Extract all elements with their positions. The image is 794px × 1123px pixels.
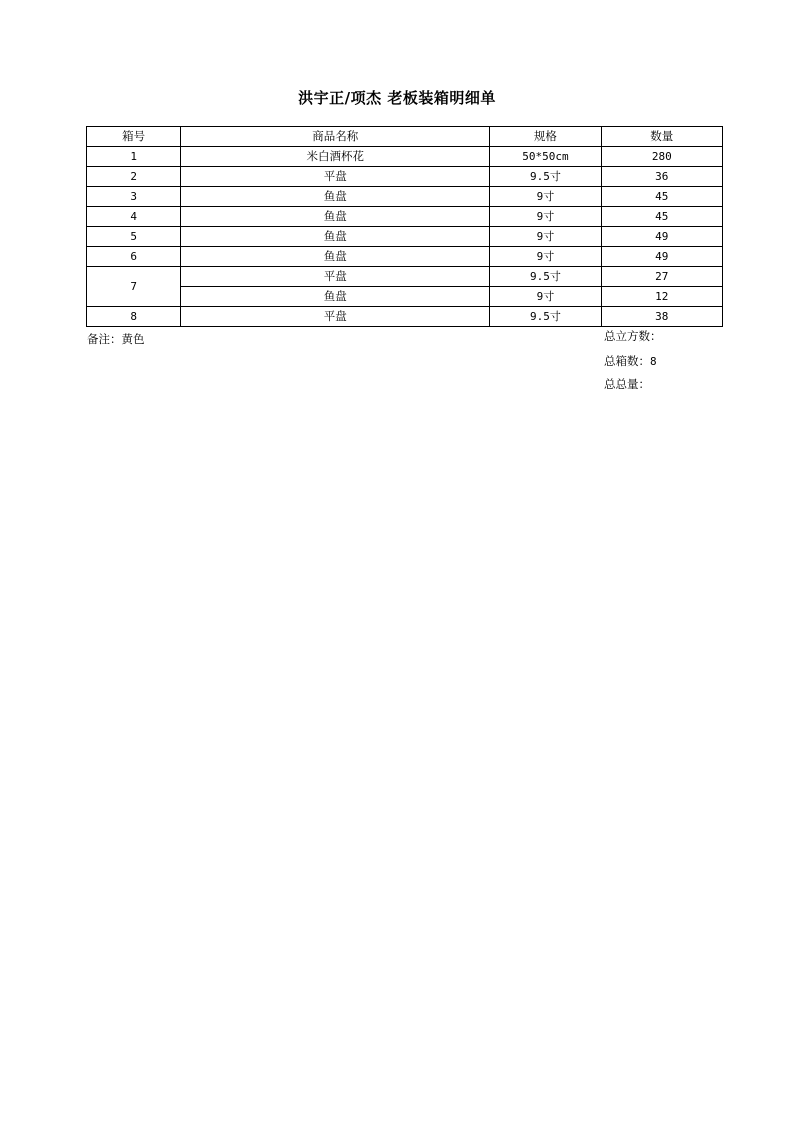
- cell-quantity: 45: [601, 187, 722, 207]
- cell-quantity: 36: [601, 167, 722, 187]
- cell-box-number: 2: [87, 167, 181, 187]
- document-title: 洪宇正/项杰 老板装箱明细单: [298, 89, 496, 107]
- cell-quantity: 280: [601, 147, 722, 167]
- total-volume: [604, 328, 662, 345]
- cell-quantity: 49: [601, 227, 722, 247]
- cell-quantity: 45: [601, 207, 722, 227]
- cell-specification: 9寸: [490, 247, 601, 267]
- cell-box-number: 8: [87, 307, 181, 327]
- total-volume-label: 总立方数：: [604, 329, 662, 343]
- cell-specification: 9寸: [490, 187, 601, 207]
- cell-box-number: 6: [87, 247, 181, 267]
- cell-specification: 9寸: [490, 207, 601, 227]
- packing-list-table: [86, 126, 723, 327]
- header-quantity: 数量: [601, 127, 722, 147]
- cell-box-number: 4: [87, 207, 181, 227]
- cell-specification: 9寸: [490, 227, 601, 247]
- cell-product-name: 平盘: [181, 307, 490, 327]
- cell-quantity: 38: [601, 307, 722, 327]
- table-row: [87, 167, 723, 187]
- cell-specification: 9.5寸: [490, 167, 601, 187]
- total-boxes-label: 总箱数：: [604, 354, 650, 368]
- table-row: [87, 267, 723, 287]
- cell-product-name: 鱼盘: [181, 247, 490, 267]
- header-box-number: 箱号: [87, 127, 181, 147]
- cell-product-name: 平盘: [181, 167, 490, 187]
- total-boxes-value: 8: [650, 355, 657, 368]
- cell-product-name: 米白酒杯花: [181, 147, 490, 167]
- table-header-row: [87, 127, 723, 147]
- table-row: [87, 227, 723, 247]
- cell-specification: 9.5寸: [490, 267, 601, 287]
- cell-box-number: 1: [87, 147, 181, 167]
- cell-product-name: 平盘: [181, 267, 490, 287]
- cell-product-name: 鱼盘: [181, 207, 490, 227]
- cell-box-number: 7: [87, 267, 181, 307]
- total-boxes: [604, 353, 657, 370]
- table-row: [87, 187, 723, 207]
- cell-specification: 9寸: [490, 287, 601, 307]
- header-product-name: 商品名称: [181, 127, 490, 147]
- cell-box-number: 3: [87, 187, 181, 207]
- total-weight-label: 总总量：: [604, 377, 650, 391]
- cell-product-name: 鱼盘: [181, 187, 490, 207]
- table-row: [87, 287, 723, 307]
- table-row: [87, 307, 723, 327]
- cell-quantity: 27: [601, 267, 722, 287]
- cell-product-name: 鱼盘: [181, 287, 490, 307]
- cell-specification: 9.5寸: [490, 307, 601, 327]
- table-row: [87, 247, 723, 267]
- remarks-label: 备注：: [87, 332, 122, 346]
- cell-quantity: 49: [601, 247, 722, 267]
- table-row: [87, 207, 723, 227]
- table-row: [87, 147, 723, 167]
- remarks: [87, 331, 145, 347]
- total-weight: [604, 376, 650, 393]
- header-specification: 规格: [490, 127, 601, 147]
- cell-quantity: 12: [601, 287, 722, 307]
- cell-specification: 50*50cm: [490, 147, 601, 167]
- cell-product-name: 鱼盘: [181, 227, 490, 247]
- remarks-value: 黄色: [121, 332, 145, 346]
- cell-box-number: 5: [87, 227, 181, 247]
